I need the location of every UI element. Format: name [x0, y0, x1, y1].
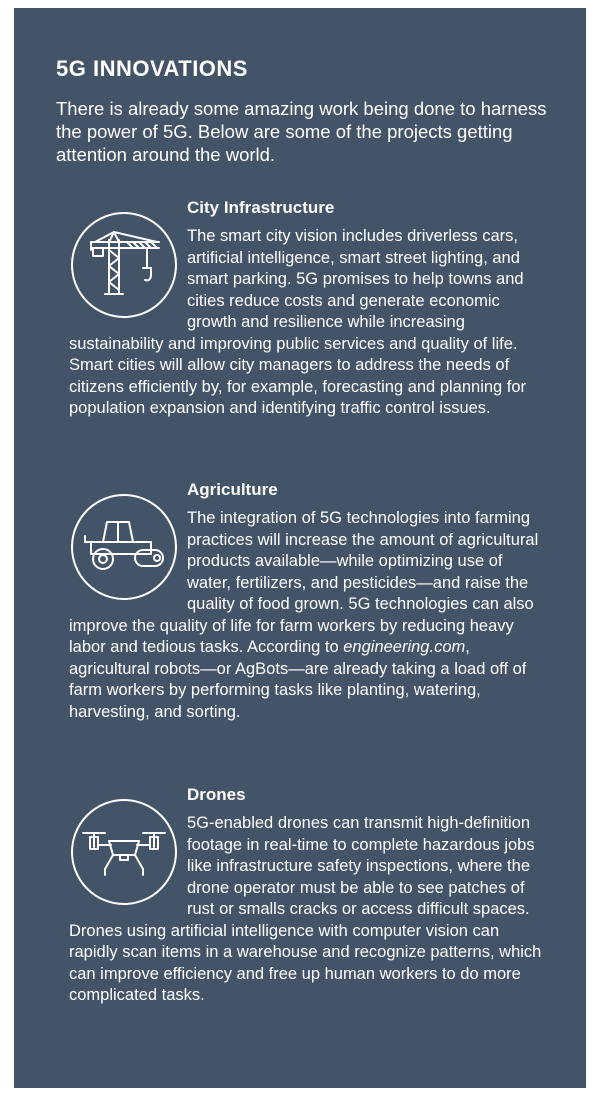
tractor-icon [69, 492, 179, 602]
section-body-part: , agricultural robots—or AgBots—are already taking a load off of farm workers by performing tasks like planting, watering, harvesting, and sorting. [69, 638, 527, 721]
drone-icon [69, 797, 179, 907]
section-drones [69, 783, 547, 1007]
intro-paragraph: There is already some amazing work being done to harness the power of 5G. Below are some of the projects getting attention around the world. [56, 98, 547, 165]
page-title: 5G INNOVATIONS [56, 56, 248, 81]
construction-crane-icon [69, 210, 179, 320]
section-heading: Agriculture [187, 480, 278, 499]
section-body: The smart city vision includes driverless cars, artificial intelligence, smart street lighting, and smart parking. 5G promises to help towns and cities reduce costs and generate economic growth and resilience while increasing sustainability and improving public services and quality of life. Smart cities will allow city managers to address the needs of citizens efficiently by, for example, forecasting and planning for population expansion and identifying traffic control issues. [69, 227, 527, 417]
infographic-panel [14, 8, 586, 1088]
section-body: 5G-enabled drones can transmit high-definition footage in real-time to complete hazardous jobs like infrastructure safety inspections, where the drone operator must be able to see patches of rust or smalls cracks or access difficult spaces. Drones using artificial intelligence with computer vision can rapidly scan items in a warehouse and recognize patterns, which can improve efficiency and free up human workers to do more complicated tasks. [69, 814, 542, 1004]
section-heading: Drones [187, 785, 246, 804]
source-name: engineering.com [343, 638, 466, 656]
section-heading: City Infrastructure [187, 198, 335, 217]
section-city-infrastructure [69, 196, 547, 420]
section-agriculture [69, 478, 547, 723]
section-body-part: The integration of 5G technologies into farming practices will increase the amount of agricultural products available—while optimizing use of water, fertilizers, and pesticides—and raise the quality of food grown. 5G technologies can also improve the quality of life for farm workers by reducing heavy labor and tedious tasks. According to [69, 509, 539, 656]
